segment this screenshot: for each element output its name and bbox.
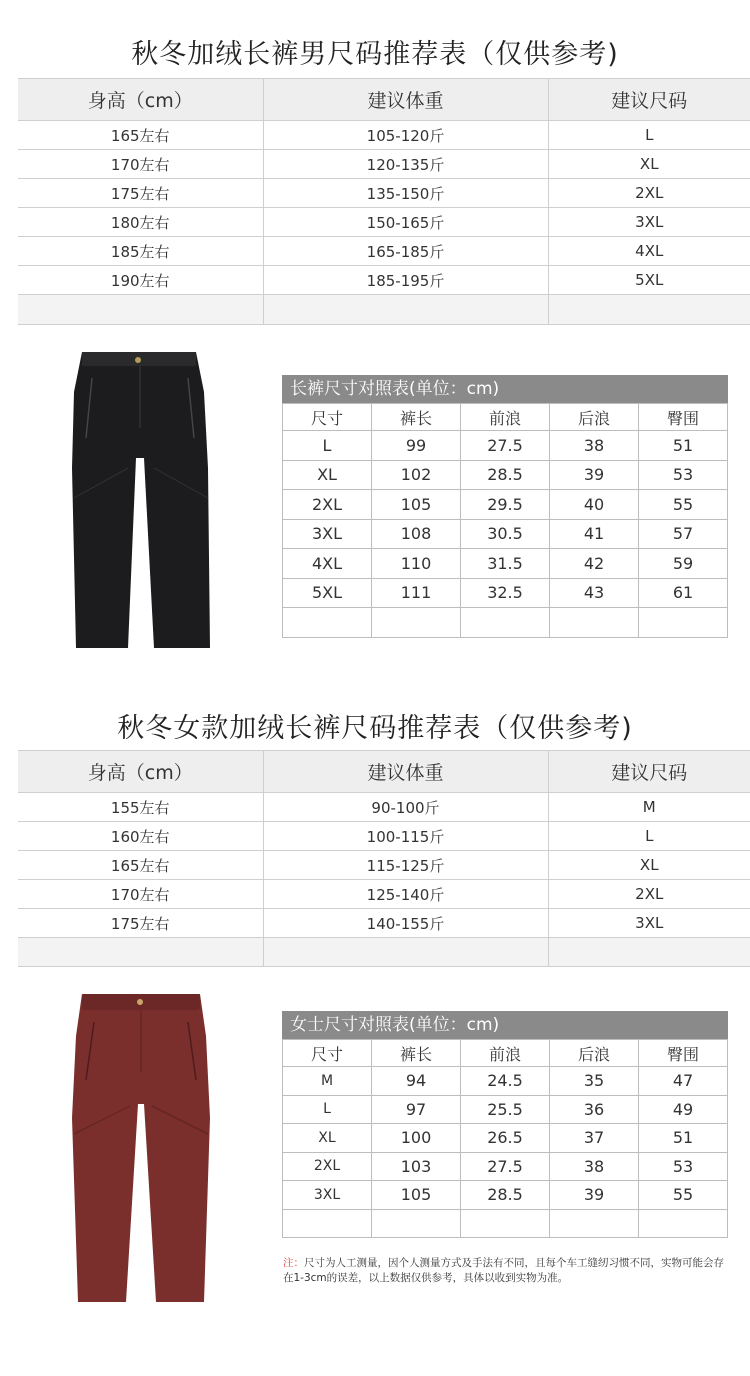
cell-front-rise: 26.5	[461, 1124, 550, 1153]
cell-size: L	[283, 431, 372, 461]
cell-size: 4XL	[283, 549, 372, 579]
empty-row	[283, 1209, 728, 1238]
cell-hip: 55	[639, 490, 728, 520]
cell-front-rise: 29.5	[461, 490, 550, 520]
table-row	[283, 578, 728, 608]
cell-hip: 59	[639, 549, 728, 579]
cell-height: 155左右	[18, 793, 263, 822]
header-length: 裤长	[372, 1040, 461, 1067]
cell-height: 190左右	[18, 266, 263, 295]
table-row	[18, 851, 750, 880]
cell-back-rise: 41	[550, 519, 639, 549]
cell-height: 185左右	[18, 237, 263, 266]
table-row	[18, 822, 750, 851]
cell-hip: 53	[639, 1152, 728, 1181]
cell-front-rise: 32.5	[461, 578, 550, 608]
cell-height: 175左右	[18, 909, 263, 938]
header-size: 尺寸	[283, 404, 372, 431]
table-row	[283, 549, 728, 579]
header-height: 身高（cm）	[18, 751, 263, 793]
cell-length: 99	[372, 431, 461, 461]
header-length: 裤长	[372, 404, 461, 431]
cell-length: 103	[372, 1152, 461, 1181]
cell-size: 5XL	[283, 578, 372, 608]
table-row	[18, 150, 750, 179]
red-pants-image	[68, 988, 214, 1306]
cell-back-rise: 38	[550, 431, 639, 461]
cell-back-rise: 38	[550, 1152, 639, 1181]
women-recommendation-table	[18, 750, 750, 967]
table-row	[283, 1067, 728, 1096]
cell-front-rise: 25.5	[461, 1095, 550, 1124]
cell-height: 165左右	[18, 851, 263, 880]
cell-height: 170左右	[18, 150, 263, 179]
cell-size: 3XL	[283, 1181, 372, 1210]
cell-weight: 165-185斤	[263, 237, 548, 266]
cell-back-rise: 37	[550, 1124, 639, 1153]
cell-hip: 51	[639, 1124, 728, 1153]
cell-front-rise: 30.5	[461, 519, 550, 549]
cell-weight: 140-155斤	[263, 909, 548, 938]
cell-length: 105	[372, 490, 461, 520]
table-row	[283, 1181, 728, 1210]
cell-length: 105	[372, 1181, 461, 1210]
cell-weight: 120-135斤	[263, 150, 548, 179]
cell-length: 108	[372, 519, 461, 549]
cell-front-rise: 27.5	[461, 431, 550, 461]
cell-back-rise: 42	[550, 549, 639, 579]
cell-size: 4XL	[548, 237, 750, 266]
cell-hip: 47	[639, 1067, 728, 1096]
note-text: 尺寸为人工测量，因个人测量方式及手法有不同，且每个车工缝纫习惯不同，实物可能会存在1-3cm的误差，以上数据仅供参考，具体以收到实物为准。	[283, 1257, 724, 1284]
table-header-row	[18, 79, 750, 121]
men-chart-title: 秋冬加绒长裤男尺码推荐表（仅供参考)	[131, 39, 619, 70]
cell-hip: 53	[639, 460, 728, 490]
cell-front-rise: 27.5	[461, 1152, 550, 1181]
header-weight: 建议体重	[263, 751, 548, 793]
cell-size: 2XL	[548, 880, 750, 909]
cell-back-rise: 39	[550, 1181, 639, 1210]
cell-size: 2XL	[283, 490, 372, 520]
cell-front-rise: 31.5	[461, 549, 550, 579]
cell-height: 180左右	[18, 208, 263, 237]
table-row	[283, 1152, 728, 1181]
men-recommendation-table	[18, 78, 750, 325]
table-row	[18, 121, 750, 150]
table-row	[283, 431, 728, 461]
cell-length: 97	[372, 1095, 461, 1124]
cell-size: 3XL	[548, 208, 750, 237]
table-row	[18, 880, 750, 909]
empty-row	[283, 608, 728, 638]
cell-weight: 105-120斤	[263, 121, 548, 150]
cell-length: 100	[372, 1124, 461, 1153]
table-row	[18, 179, 750, 208]
cell-size: 2XL	[283, 1152, 372, 1181]
header-back-rise: 后浪	[550, 1040, 639, 1067]
empty-row	[18, 295, 750, 325]
note-label: 注：	[283, 1257, 304, 1269]
cell-height: 175左右	[18, 179, 263, 208]
men-size-table-title: 长裤尺寸对照表(单位：cm)	[282, 375, 728, 403]
table-row	[283, 490, 728, 520]
cell-size: XL	[548, 851, 750, 880]
cell-front-rise: 28.5	[461, 460, 550, 490]
table-header-row	[283, 1040, 728, 1067]
measurement-note	[283, 1256, 733, 1286]
cell-size: 5XL	[548, 266, 750, 295]
header-weight: 建议体重	[263, 79, 548, 121]
cell-height: 165左右	[18, 121, 263, 150]
cell-size: 2XL	[548, 179, 750, 208]
cell-front-rise: 24.5	[461, 1067, 550, 1096]
cell-back-rise: 35	[550, 1067, 639, 1096]
cell-weight: 115-125斤	[263, 851, 548, 880]
header-front-rise: 前浪	[461, 404, 550, 431]
table-row	[283, 519, 728, 549]
cell-size: XL	[283, 460, 372, 490]
table-header-row	[283, 404, 728, 431]
cell-weight: 150-165斤	[263, 208, 548, 237]
table-row	[18, 237, 750, 266]
cell-height: 160左右	[18, 822, 263, 851]
cell-back-rise: 40	[550, 490, 639, 520]
header-height: 身高（cm）	[18, 79, 263, 121]
cell-hip: 57	[639, 519, 728, 549]
black-pants-image	[70, 348, 210, 652]
men-size-table	[282, 375, 728, 638]
table-row	[18, 266, 750, 295]
table-row	[18, 208, 750, 237]
cell-length: 102	[372, 460, 461, 490]
cell-size: 3XL	[548, 909, 750, 938]
table-header-row	[18, 751, 750, 793]
cell-back-rise: 43	[550, 578, 639, 608]
cell-size: L	[283, 1095, 372, 1124]
header-hip: 臀围	[639, 1040, 728, 1067]
cell-size: 3XL	[283, 519, 372, 549]
cell-length: 94	[372, 1067, 461, 1096]
table-row	[18, 793, 750, 822]
cell-weight: 90-100斤	[263, 793, 548, 822]
header-front-rise: 前浪	[461, 1040, 550, 1067]
cell-weight: 185-195斤	[263, 266, 548, 295]
cell-size: XL	[548, 150, 750, 179]
women-size-table-title: 女士尺寸对照表(单位：cm)	[282, 1011, 728, 1039]
cell-size: M	[283, 1067, 372, 1096]
cell-front-rise: 28.5	[461, 1181, 550, 1210]
header-size: 建议尺码	[548, 79, 750, 121]
header-hip: 臀围	[639, 404, 728, 431]
cell-weight: 100-115斤	[263, 822, 548, 851]
women-size-table	[282, 1011, 728, 1238]
cell-length: 110	[372, 549, 461, 579]
table-row	[283, 1095, 728, 1124]
women-chart-title: 秋冬女款加绒长裤尺码推荐表（仅供参考)	[117, 713, 633, 744]
header-back-rise: 后浪	[550, 404, 639, 431]
header-size: 建议尺码	[548, 751, 750, 793]
table-row	[18, 909, 750, 938]
cell-back-rise: 39	[550, 460, 639, 490]
cell-hip: 61	[639, 578, 728, 608]
cell-size: L	[548, 121, 750, 150]
cell-size: L	[548, 822, 750, 851]
cell-hip: 49	[639, 1095, 728, 1124]
cell-hip: 51	[639, 431, 728, 461]
table-row	[283, 1124, 728, 1153]
cell-weight: 135-150斤	[263, 179, 548, 208]
cell-back-rise: 36	[550, 1095, 639, 1124]
cell-weight: 125-140斤	[263, 880, 548, 909]
cell-height: 170左右	[18, 880, 263, 909]
cell-size: XL	[283, 1124, 372, 1153]
cell-hip: 55	[639, 1181, 728, 1210]
table-row	[283, 460, 728, 490]
empty-row	[18, 938, 750, 967]
cell-length: 111	[372, 578, 461, 608]
cell-size: M	[548, 793, 750, 822]
header-size: 尺寸	[283, 1040, 372, 1067]
